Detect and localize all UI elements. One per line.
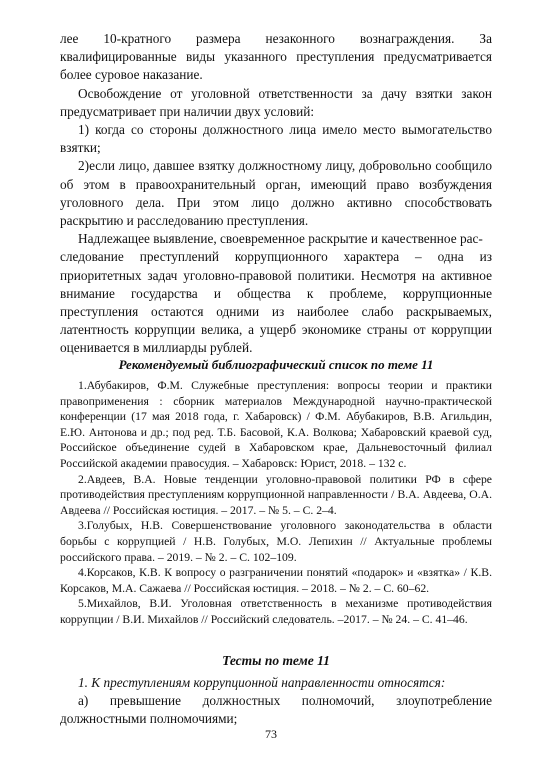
bibliography-list [60, 378, 492, 628]
paragraph-5: Надлежащее выявление, своевременное раскрытие и качественное рас- [78, 231, 483, 247]
paragraph-2: Освобождение от уголовной ответственности за дачу взятки закон предусматривает при наличии двух условий: [60, 85, 492, 119]
paragraph-3: 1) когда со стороны должностного лица имело место вымогательство взятки; [60, 122, 492, 156]
bibliography-item: 5.Михайлов, В.И. Уголовная ответственность в механизме противодействия коррупции / В.И. Михайлов // Российский следователь. –2017. – № 24. – С. 41–46. [60, 597, 492, 626]
bibliography-item: 2.Авдеев, В.А. Новые тенденции уголовно-правовой политики РФ в сфере противодействия преступлениям коррупционной направленности / В.А. Авдеева, О.А. Авдеева // Российская юстиция. – 2017. – № 5. – С. 2–4. [60, 472, 492, 517]
bibliography-item: 4.Корсаков, К.В. К вопросу о разграничении понятий «подарок» и «взятка» / К.В. Корсаков, М.А. Сажаева // Российская юстиция. – 2018. – № 2. – С. 60–62. [60, 566, 492, 595]
paragraph-1: лее 10-кратного размера незаконного вознаграждения. За квалифицированные виды указанного преступления предусматривается более суровое наказание. [60, 31, 492, 83]
tests-section [60, 674, 492, 728]
main-text [60, 30, 492, 358]
paragraph-6: следование преступлений коррупционного характера – одна из приоритетных задач уголовно-правовой политики. Несмотря на активное внимание государства и общества к проблеме, коррупционные преступления остаются одними из наиболее слабо раскрываемых, латентность коррупции велика, а ущерб экономике страны от коррупции оценивается в миллиарды рублей. [60, 249, 492, 356]
tests-heading: Тесты по теме 11 [222, 653, 330, 668]
test-answer-a: а) превышение должностных полномочий, злоупотребление должностными полномочиями; [60, 693, 492, 726]
bibliography-item: 1.Абубакиров, Ф.М. Служебные преступления: вопросы теории и практики правоприменения : сборник материалов Международной научно-практической конференции (17 мая 2018 года, г. Хабаровск) / Ф.М. Абубакиров, В.В. Агильдин, Е.Ю. Антонова и др.; под ред. Т.Б. Басовой, К.А. Волкова; Хабаровский краевой суд, Российское объединение судей в Хабаровском крае, Дальневосточный филиал Российской академии правосудия. – Хабаровск: Юрист, 2018. – 132 с. [60, 379, 492, 470]
test-question: 1. К преступлениям коррупционной направленности относятся: [78, 675, 446, 690]
bibliography-heading: Рекомендуемый библиографический список по теме 11 [118, 357, 434, 372]
paragraph-4: 2)если лицо, давшее взятку должностному лицу, добровольно сообщило об этом в правоохранительный орган, имеющий право возбуждения уголовного дела. При этом лицо должно активно способствовать раскрытию и расследованию преступления. [60, 158, 492, 229]
bibliography-item: 3.Голубых, Н.В. Совершенствование уголовного законодательства в области борьбы с коррупцией / Н.В. Голубых, М.О. Лепихин // Актуальные проблемы российского права. – 2019. – № 2. – С. 102–109. [60, 519, 492, 564]
page-number: 73 [265, 727, 277, 741]
